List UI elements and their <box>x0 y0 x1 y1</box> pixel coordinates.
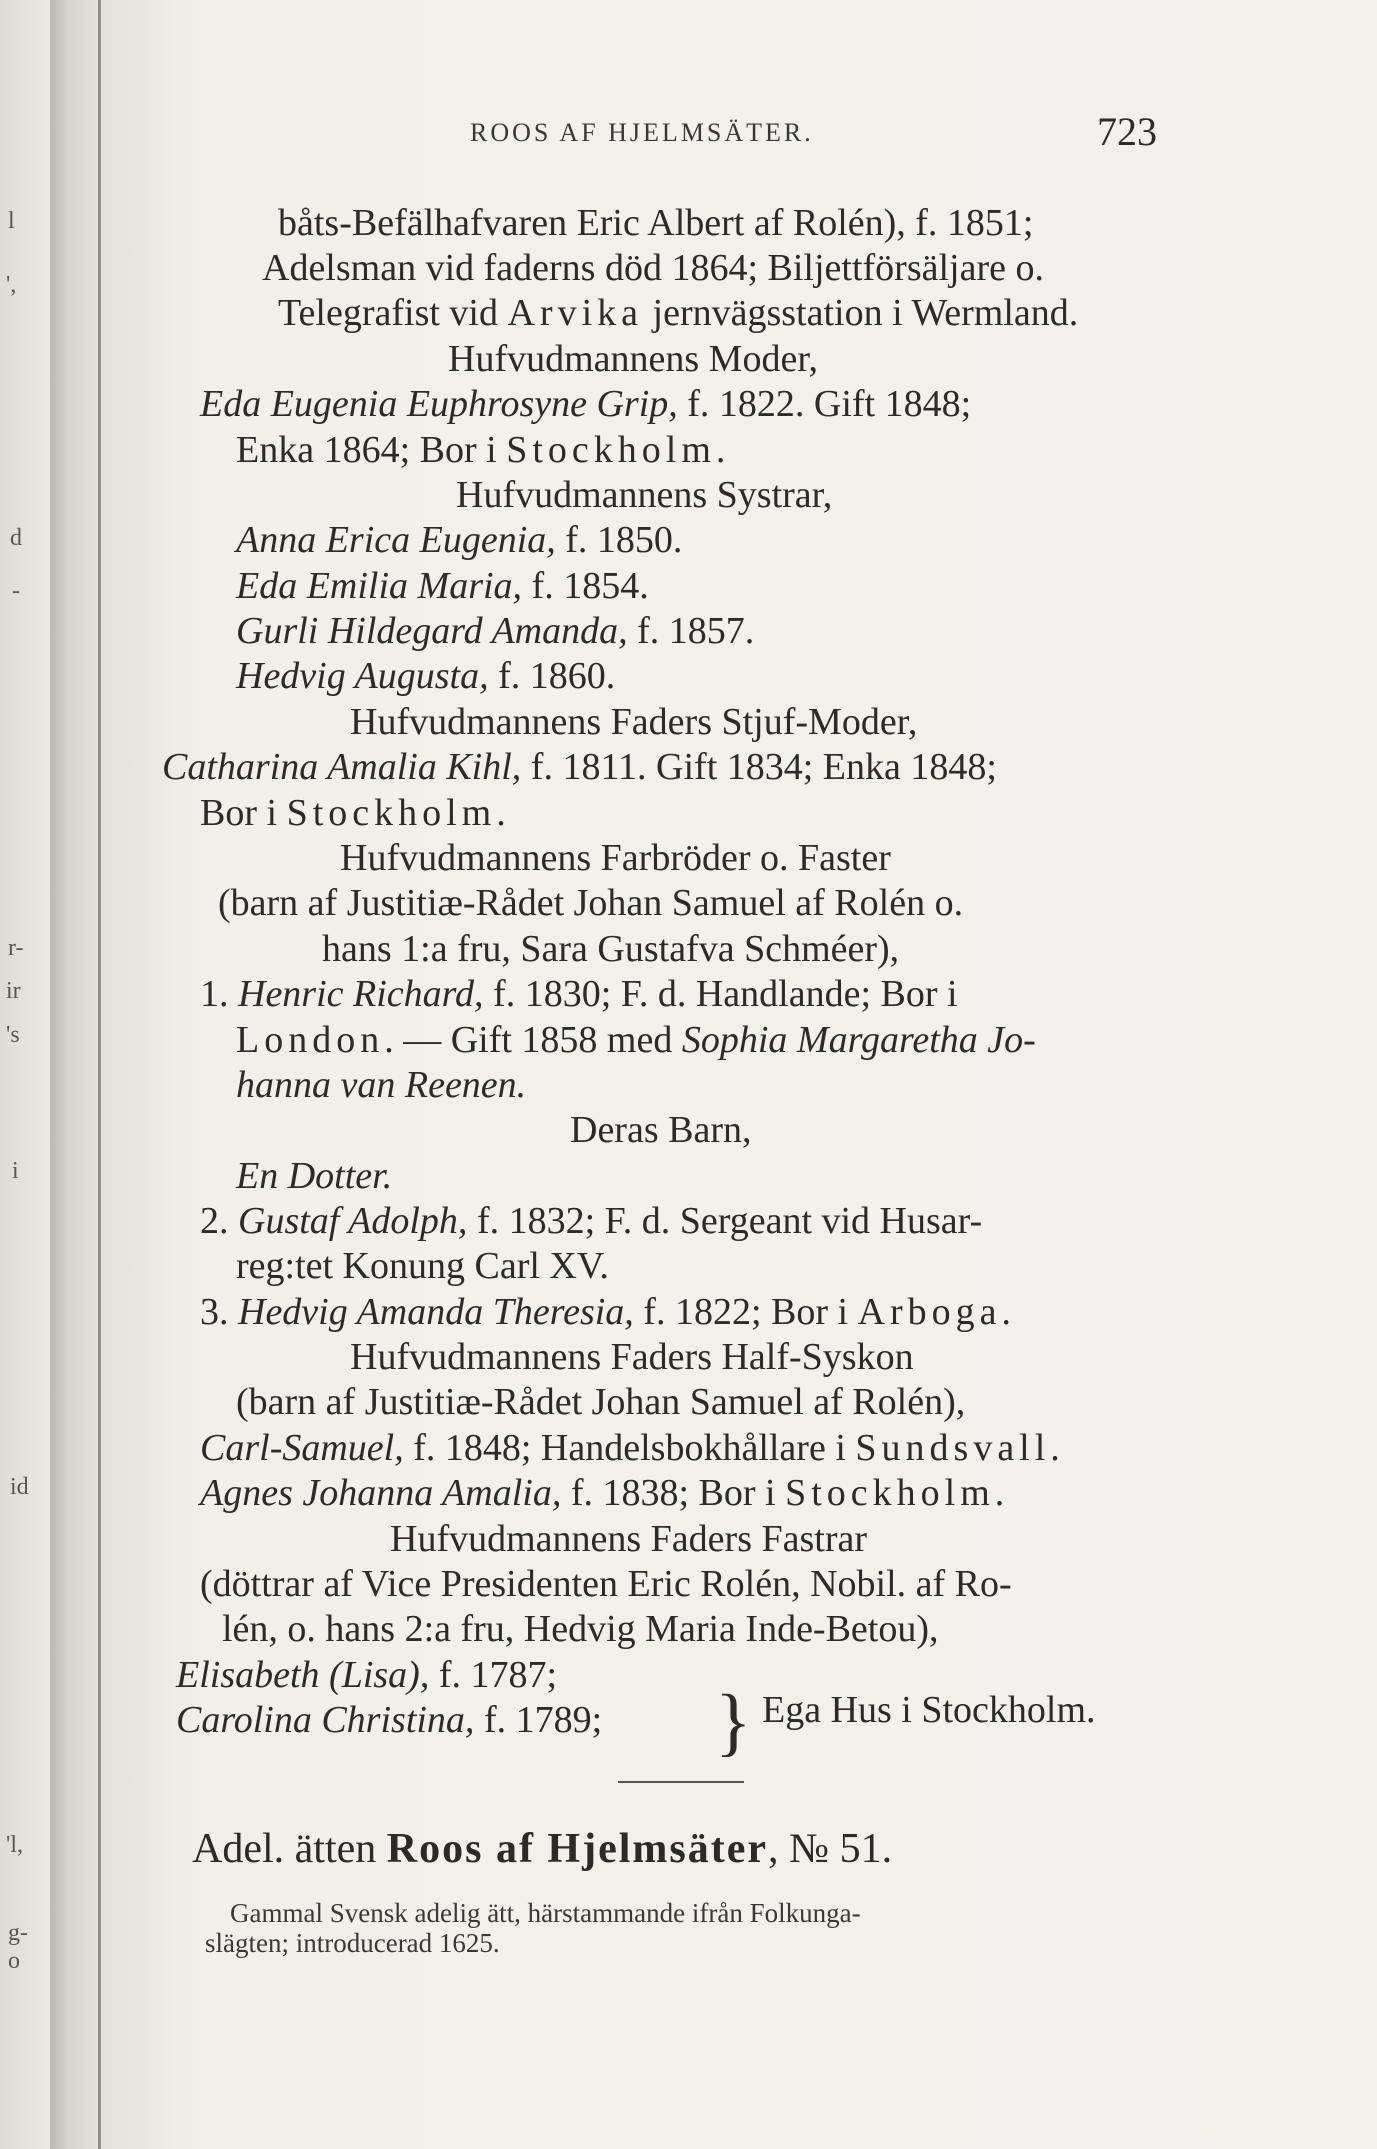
text-line <box>350 702 917 742</box>
text-line <box>350 1337 914 1377</box>
text-line <box>176 1700 602 1740</box>
text-line <box>218 883 963 923</box>
spaced-place-name: Stockholm <box>785 1472 995 1514</box>
text-line <box>200 1292 1011 1332</box>
spaced-place-name: Arboga <box>857 1291 1002 1333</box>
text-line <box>200 384 971 424</box>
text-line <box>322 929 899 969</box>
spaced-place-name: Arvika <box>507 292 644 334</box>
text-span: Hufvudmannens Faders Fastrar <box>390 1518 868 1560</box>
text-line <box>390 1519 867 1559</box>
text-line <box>448 339 818 379</box>
margin-fragment: i <box>12 1158 19 1184</box>
text-span: . <box>496 792 506 834</box>
text-span: reg:tet Konung Carl XV. <box>236 1245 609 1287</box>
text-span: hans 1:a fru, Sara Gustafva Schméer), <box>322 928 900 970</box>
italic-name: Henric Richard, <box>238 973 484 1015</box>
text-line <box>200 1201 982 1241</box>
text-span: . <box>1050 1427 1060 1469</box>
running-header: ROOS AF HJELMSÄTER. <box>470 118 814 147</box>
text-line <box>200 1428 1060 1468</box>
text-line <box>200 1473 1004 1513</box>
text-span: Adelsman vid faderns död 1864; Biljettförsäljare o. <box>262 247 1044 289</box>
text-line <box>262 248 1044 288</box>
italic-name: hanna van Reenen. <box>236 1064 527 1106</box>
italic-name: Gurli Hildegard Amanda, <box>236 610 628 652</box>
text-line <box>236 1382 965 1422</box>
text-span: (barn af Justitiæ-Rådet Johan Samuel af Rolén o. <box>218 882 964 924</box>
margin-fragment: r- <box>8 935 24 961</box>
italic-name: Carolina Christina, <box>176 1699 475 1741</box>
italic-name: Eda Emilia Maria, <box>236 565 523 607</box>
heading-suffix: , № 51. <box>768 1826 893 1872</box>
text-line <box>176 1655 557 1695</box>
italic-name: Gustaf Adolph, <box>238 1200 468 1242</box>
brace-note: Ega Hus i Stockholm. <box>762 1689 1096 1731</box>
text-span: f. 1811. Gift 1834; Enka 1848; <box>521 746 997 788</box>
text-span: jernvägsstation i Wermland. <box>643 292 1079 334</box>
margin-fragment: - <box>12 578 20 604</box>
margin-fragment: ', <box>6 272 17 298</box>
text-span: f. 1822. Gift 1848; <box>677 383 972 425</box>
family-description: slägten; introducerad 1625. <box>205 1928 500 1958</box>
text-span: Hufvudmannens Moder, <box>448 338 818 380</box>
text-line <box>236 1065 526 1105</box>
margin-fragment: 'l, <box>6 1832 23 1858</box>
text-line <box>236 1246 609 1286</box>
spaced-place-name: Sundsvall <box>855 1427 1051 1469</box>
text-line <box>200 793 506 833</box>
text-line <box>162 747 997 787</box>
text-span: Deras Barn, <box>570 1109 752 1151</box>
italic-name: Sophia Margaretha Jo- <box>681 1019 1036 1061</box>
italic-name: Carl-Samuel, <box>200 1427 404 1469</box>
book-gutter <box>50 0 102 2149</box>
text-span: f. 1860. <box>488 655 616 697</box>
text-span: f. 1838; Bor i <box>561 1472 786 1514</box>
text-span: f. 1848; Handelsbokhållare i <box>403 1427 856 1469</box>
text-span: (barn af Justitiæ-Rådet Johan Samuel af Rolén), <box>236 1381 966 1423</box>
italic-name: Elisabeth (Lisa), <box>176 1654 430 1696</box>
text-span: 1. <box>200 973 238 1015</box>
italic-name: Catharina Amalia Kihl, <box>162 746 522 788</box>
text-span: (döttrar af Vice Presidenten Eric Rolén, Nobil. af Ro- <box>200 1563 1012 1605</box>
italic-name: En Dotter. <box>236 1155 393 1197</box>
page-number: 723 <box>1097 109 1157 154</box>
text-span: lén, o. hans 2:a fru, Hedvig Maria Inde-Betou), <box>222 1608 939 1650</box>
text-line <box>278 203 1034 243</box>
gutter-shadow-line <box>98 0 101 2149</box>
margin-fragment: id <box>10 1474 29 1500</box>
text-line <box>200 974 958 1014</box>
text-line <box>236 1020 1036 1060</box>
text-line <box>222 1609 939 1649</box>
text-span: f. 1830; F. d. Handlande; Bor i <box>483 973 958 1015</box>
italic-name: Hedvig Amanda Theresia, <box>238 1291 634 1333</box>
margin-fragment: ir <box>6 978 21 1004</box>
text-line <box>456 475 832 515</box>
grouping-brace: } <box>715 1680 752 1764</box>
text-line <box>570 1110 751 1150</box>
text-span: Hufvudmannens Faders Half-Syskon <box>350 1336 914 1378</box>
text-span: . — Gift 1858 med <box>384 1019 682 1061</box>
text-span: f. 1787; <box>429 1654 558 1696</box>
italic-name: Agnes Johanna Amalia, <box>200 1472 562 1514</box>
family-name: Roos af Hjelmsäter <box>386 1826 768 1872</box>
section-divider <box>618 1781 744 1783</box>
text-span: f. 1854. <box>522 565 649 607</box>
text-span: . <box>715 429 726 471</box>
text-span: Bor i <box>200 792 287 834</box>
text-span: 3. <box>200 1291 238 1333</box>
text-span: Hufvudmannens Farbröder o. Faster <box>340 837 891 879</box>
section-heading <box>192 1825 892 1873</box>
text-span: båts-Befälhafvaren Eric Albert af Rolén), f. 1851; <box>278 202 1034 244</box>
margin-fragment: d <box>10 525 22 551</box>
italic-name: Anna Erica Eugenia, <box>236 519 556 561</box>
text-line <box>236 430 725 470</box>
text-span: . <box>1001 1291 1012 1333</box>
text-span: Hufvudmannens Systrar, <box>456 474 833 516</box>
text-span: Enka 1864; Bor i <box>236 429 507 471</box>
spaced-place-name: London <box>236 1019 385 1061</box>
text-span: f. 1822; Bor i <box>633 1291 858 1333</box>
adjacent-page-edge <box>0 0 50 2149</box>
text-line <box>236 656 615 696</box>
text-line <box>200 1564 1012 1604</box>
text-span: Hufvudmannens Faders Stjuf-Moder, <box>350 701 918 743</box>
text-span: f. 1850. <box>555 519 683 561</box>
text-span: f. 1832; F. d. Sergeant vid Husar- <box>467 1200 983 1242</box>
text-span: f. 1789; <box>474 1699 603 1741</box>
italic-name: Eda Eugenia Euphrosyne Grip, <box>200 383 678 425</box>
family-description: Gammal Svensk adelig ätt, härstammande ifrån Folkunga- <box>230 1898 861 1928</box>
text-span: 2. <box>200 1200 238 1242</box>
text-line <box>236 566 649 606</box>
spaced-place-name: Stockholm <box>286 792 497 834</box>
text-span: . <box>994 1472 1005 1514</box>
text-line <box>340 838 891 878</box>
text-line <box>236 520 682 560</box>
heading-prefix: Adel. ätten <box>192 1826 387 1872</box>
italic-name: Hedvig Augusta, <box>236 655 489 697</box>
margin-fragment: g- <box>8 1920 28 1946</box>
margin-fragment: o <box>8 1948 20 1974</box>
text-span: f. 1857. <box>627 610 755 652</box>
spaced-place-name: Stockholm <box>506 429 716 471</box>
text-span: Telegrafist vid <box>278 292 508 334</box>
margin-fragment: 's <box>6 1022 20 1048</box>
text-line <box>236 611 754 651</box>
margin-fragment: l <box>8 208 15 234</box>
text-line <box>278 293 1078 333</box>
text-line <box>236 1156 392 1196</box>
